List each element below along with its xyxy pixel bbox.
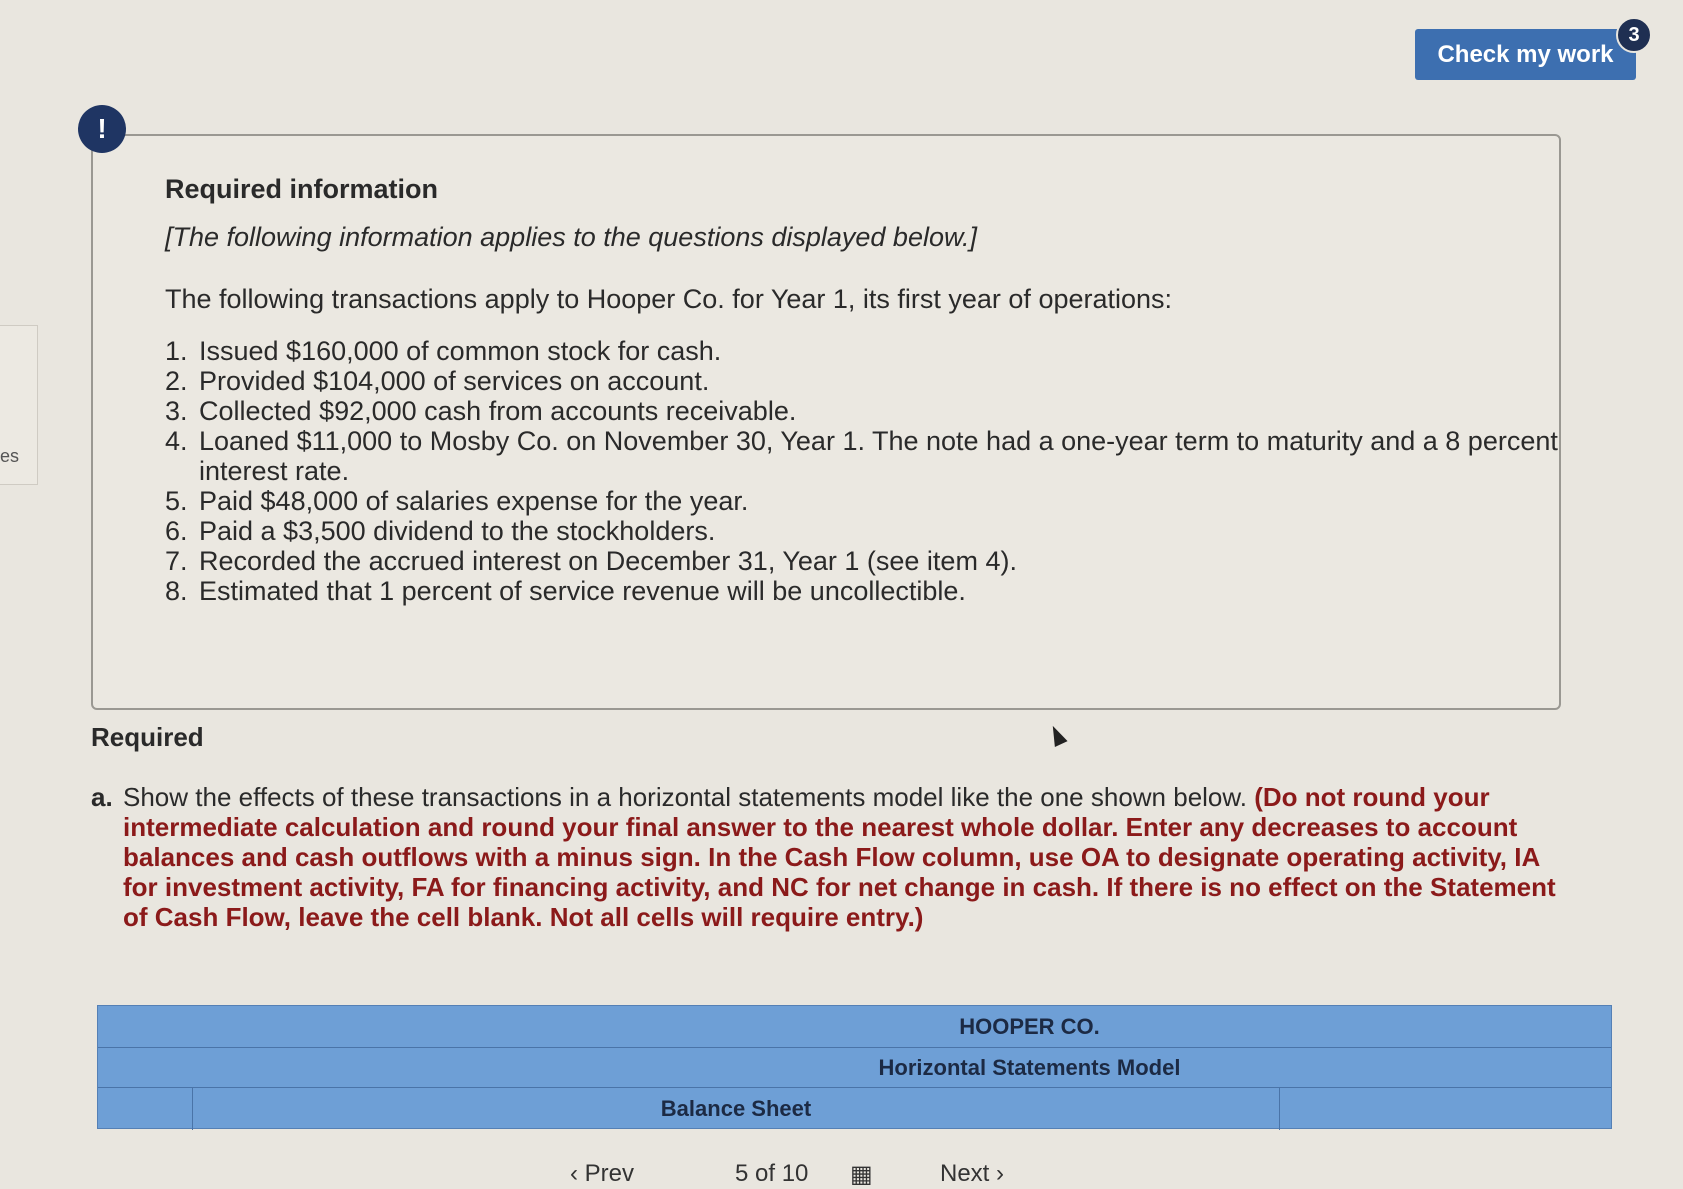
transaction-item (165, 486, 1559, 516)
transaction-item (165, 426, 1559, 486)
page-position: 5 of 10 (735, 1160, 809, 1187)
part-a-bold-instructions: (Do not round your intermediate calculation and round your final answer to the nearest whole dollar. Enter any decreases to account balances and cash outflows with a minus sign. In the Cash Flow column, use OA to designate operating activity, IA for investment activity, FA for financing activity, and NC for net change in cash. If there is no effect on the Statement of Cash Flow, leave the cell blank. Not all cells will require entry.) (123, 782, 1556, 932)
company-name: HOOPER CO. (959, 1013, 1100, 1039)
item-number: 6. (165, 516, 188, 546)
info-intro: The following transactions apply to Hooper Co. for Year 1, its first year of operations: (165, 284, 1173, 314)
item-number: 8. (165, 576, 188, 606)
item-number: 1. (165, 336, 188, 366)
item-number: 3. (165, 396, 188, 426)
check-my-work-button[interactable]: Check my work (1415, 29, 1636, 80)
item-text: Paid a $3,500 dividend to the stockholders. (199, 516, 716, 546)
next-label: Next (940, 1160, 990, 1187)
part-a-text: Show the effects of these transactions in a horizontal statements model like the one shown below. (123, 782, 1247, 812)
transaction-list (165, 336, 1559, 606)
horizontal-statements-table (97, 1005, 1612, 1129)
attempts-badge: 3 (1616, 17, 1652, 53)
transaction-item (165, 516, 1559, 546)
part-a-instructions (91, 782, 1581, 932)
item-text: Collected $92,000 cash from accounts receivable. (199, 396, 797, 426)
prev-label: Prev (584, 1160, 635, 1187)
item-text: Estimated that 1 percent of service revenue will be uncollectible. (199, 576, 966, 606)
balance-sheet-header (193, 1088, 1280, 1130)
mouse-cursor-icon (1046, 723, 1067, 747)
info-title: Required information (165, 174, 439, 204)
item-number: 7. (165, 546, 188, 576)
transaction-item (165, 396, 1559, 426)
table-section-row (98, 1088, 1611, 1130)
prev-button[interactable]: ‹ Prev (570, 1160, 635, 1187)
model-title: Horizontal Statements Model (878, 1054, 1181, 1080)
item-text: Issued $160,000 of common stock for cash. (199, 336, 722, 366)
grid-icon[interactable]: ▦ (850, 1161, 873, 1188)
blank-header-cell (98, 1088, 193, 1130)
required-heading: Required (91, 722, 204, 752)
required-information-box (91, 134, 1561, 710)
table-title-row (98, 1048, 1611, 1088)
sidebar-fragment: es (0, 325, 38, 485)
next-button[interactable]: Next › (940, 1160, 1005, 1187)
transaction-item (165, 576, 1559, 606)
info-note: [The following information applies to the questions displayed below.] (165, 222, 977, 252)
item-text: Provided $104,000 of services on account. (199, 366, 710, 396)
item-text: Loaned $11,000 to Mosby Co. on November 30, Year 1. The note had a one-year term to maturity and a 8 percent interest rate. (199, 426, 1558, 486)
transaction-item (165, 336, 1559, 366)
alert-icon: ! (78, 105, 126, 153)
transaction-item (165, 366, 1559, 396)
balance-sheet-label: Balance Sheet (660, 1096, 812, 1121)
item-number: 4. (165, 426, 188, 456)
table-company-row (98, 1006, 1611, 1048)
item-number: 5. (165, 486, 188, 516)
item-text: Paid $48,000 of salaries expense for the year. (199, 486, 749, 516)
transaction-item (165, 546, 1559, 576)
item-number: 2. (165, 366, 188, 396)
part-label: a. (91, 782, 113, 812)
item-text: Recorded the accrued interest on December 31, Year 1 (see item 4). (199, 546, 1017, 576)
